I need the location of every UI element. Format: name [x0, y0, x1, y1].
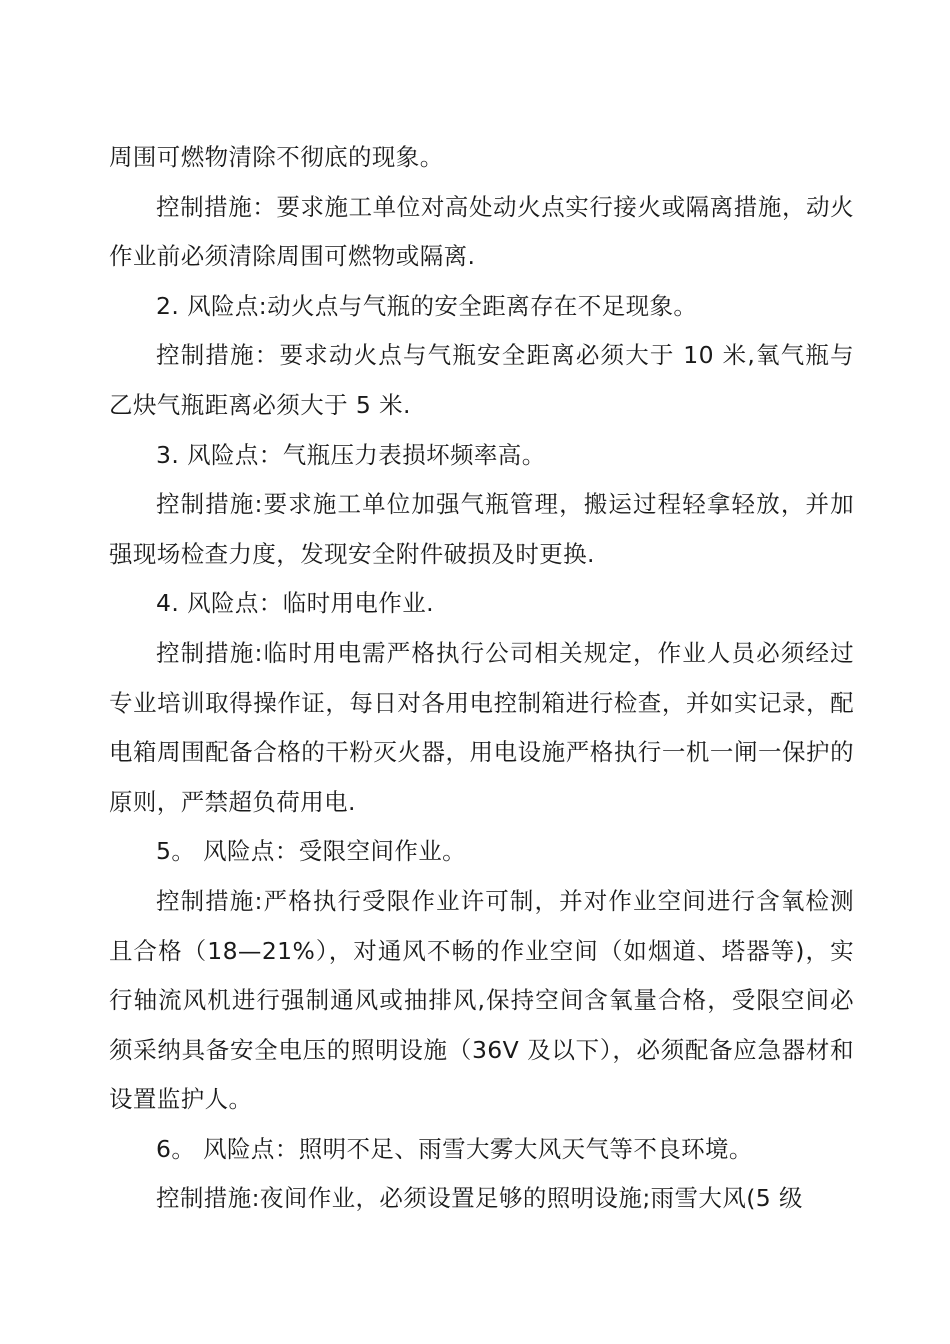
- paragraph-control-measure-2: 控制措施：要求动火点与气瓶安全距离必须大于 10 米,氧气瓶与乙炔气瓶距离必须大于 5 米.: [109, 341, 854, 419]
- paragraph-control-measure-3: 控制措施:要求施工单位加强气瓶管理，搬运过程轻拿轻放，并加强现场检查力度，发现安全附件破损及时更换.: [109, 490, 854, 568]
- paragraph-risk-point-2: 2. 风险点:动火点与气瓶的安全距离存在不足现象。: [156, 291, 698, 320]
- paragraph-control-measure-6: 控制措施:夜间作业，必须设置足够的照明设施;雨雪大风(5 级: [156, 1184, 803, 1213]
- paragraph-risk-point-4: 4. 风险点：临时用电作业.: [156, 589, 434, 618]
- paragraph-continuation: 周围可燃物清除不彻底的现象。: [109, 143, 444, 171]
- paragraph-control-measure-1: 控制措施：要求施工单位对高处动火点实行接火或隔离措施，动火作业前必须清除周围可燃物或隔离.: [109, 192, 854, 271]
- paragraph-control-measure-4: 控制措施:临时用电需严格执行公司相关规定，作业人员必须经过专业培训取得操作证，每日对各用电控制箱进行检查，并如实记录，配电箱周围配备合格的干粉灭火器，用电设施严格执行一机一闸一保护的原则，严禁超负荷用电.: [109, 638, 854, 816]
- document-body: [109, 133, 854, 1224]
- paragraph-control-measure-5: 控制措施:严格执行受限作业许可制，并对作业空间进行含氧检测且合格（18—21%），对通风不畅的作业空间（如烟道、塔器等)，实行轴流风机进行强制通风或抽排风,保持空间含氧量合格，受限空间必须采纳具备安全电压的照明设施（36V 及以下），必须配备应急器材和设置监护人。: [109, 886, 854, 1114]
- paragraph-risk-point-3: 3. 风险点：气瓶压力表损坏频率高。: [156, 440, 546, 469]
- paragraph-risk-point-5: 5。 风险点：受限空间作业。: [156, 837, 467, 866]
- paragraph-risk-point-6: 6。 风险点：照明不足、雨雪大雾大风天气等不良环境。: [156, 1134, 753, 1163]
